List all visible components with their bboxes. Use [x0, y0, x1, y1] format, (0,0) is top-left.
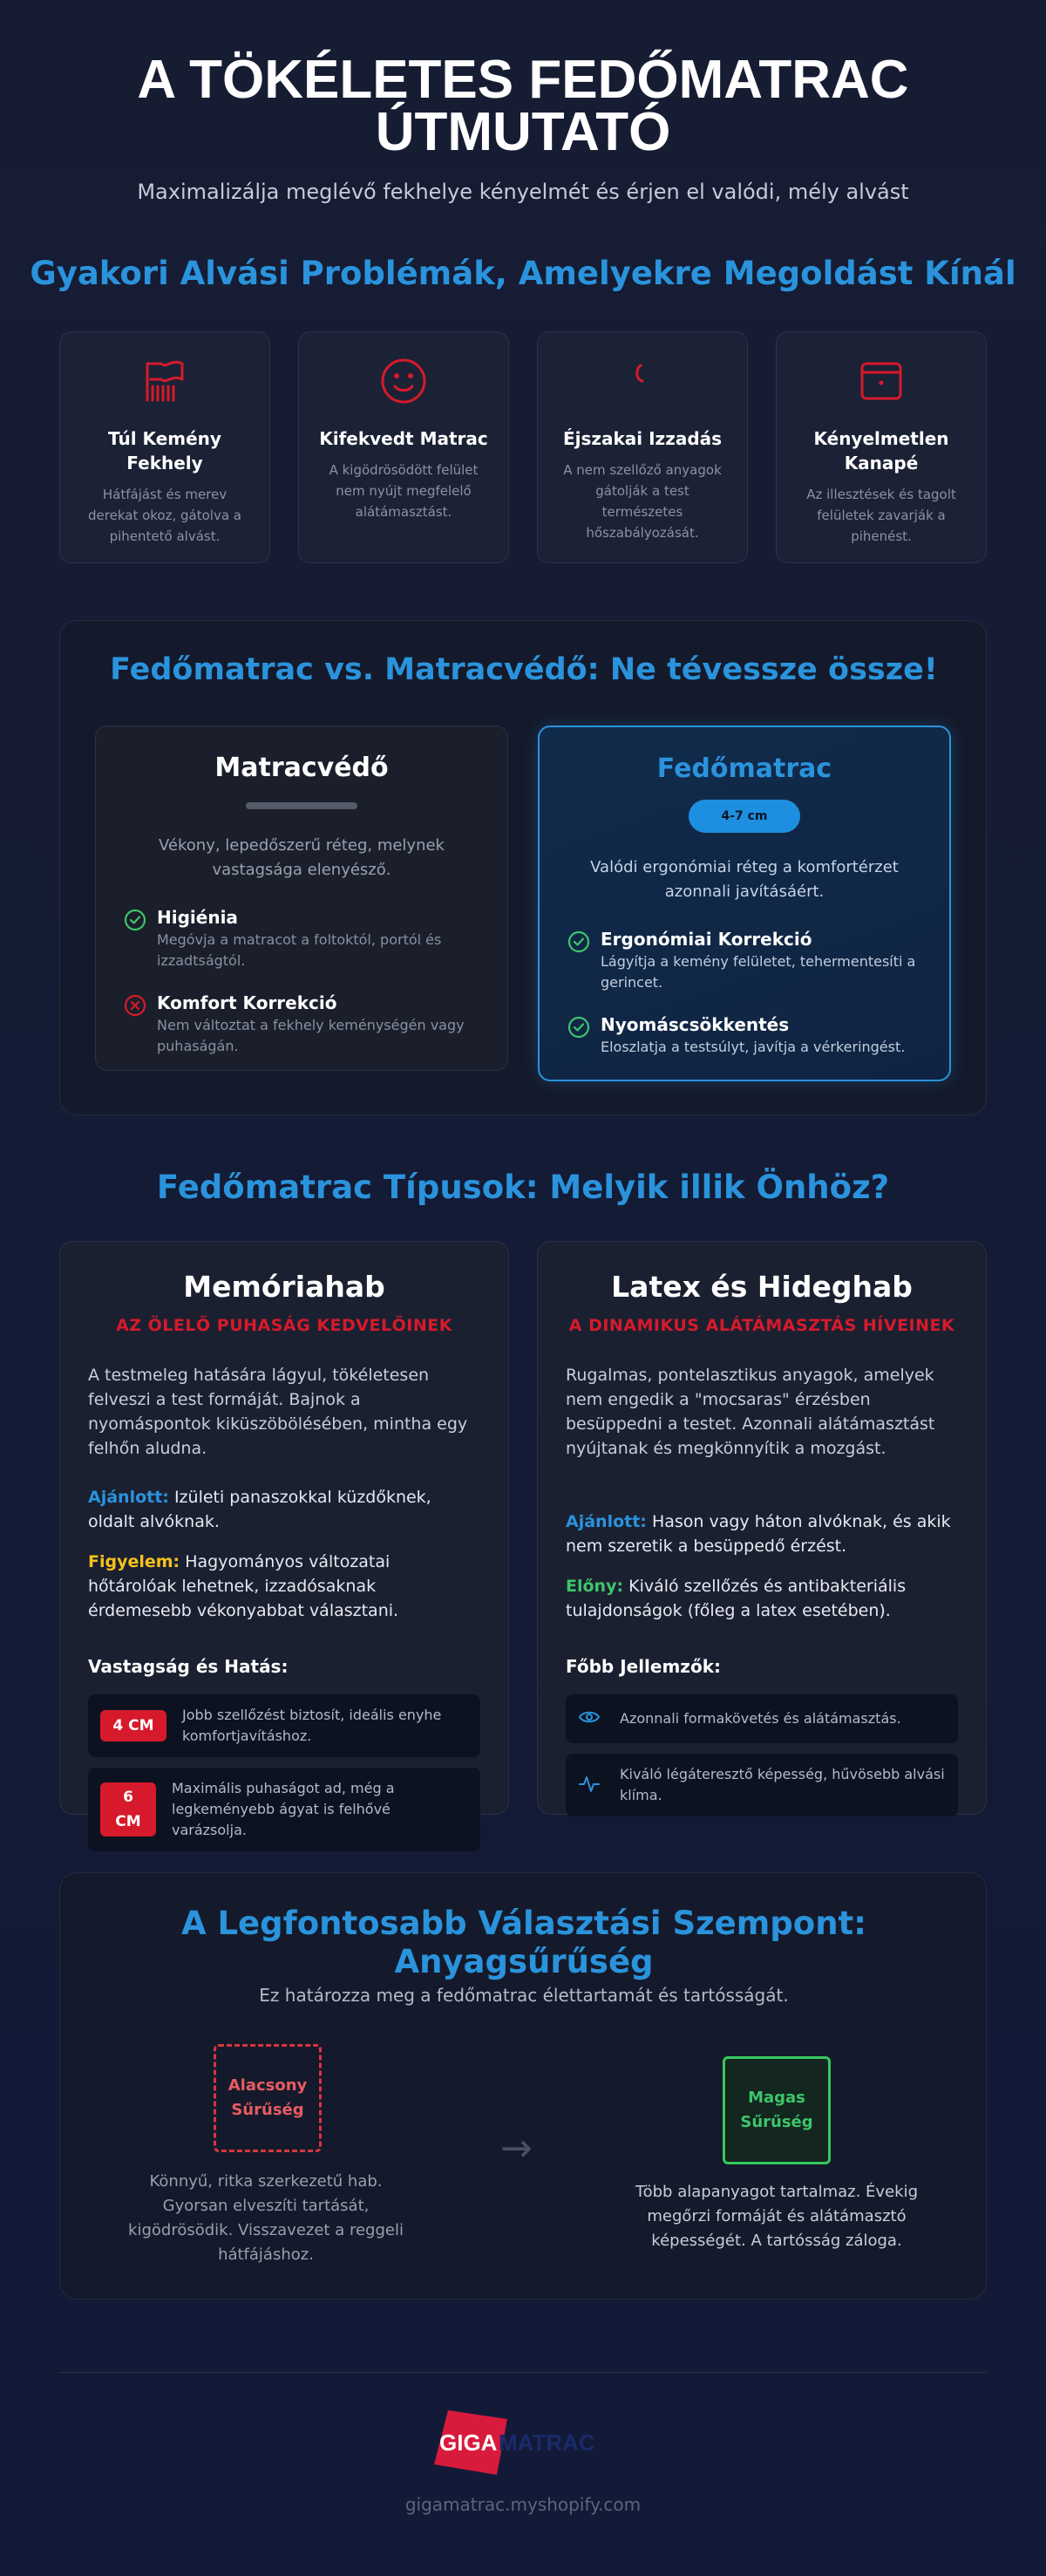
logo-text-matrac: MATRAC	[499, 2429, 595, 2456]
footer-divider	[59, 2372, 987, 2373]
problems-title: Gyakori Alvási Problémák, Amelyekre Megoldást Kínál	[30, 255, 1016, 292]
topper-card	[538, 726, 951, 1081]
thickness-badge: 4-7 cm	[689, 800, 800, 833]
logo-text-giga: GIGA	[439, 2429, 498, 2456]
warning-label: Figyelem:	[88, 1552, 180, 1571]
advantage-text: Kiváló szellőzés és antibakteriális tulajdonságok (főleg a latex esetében).	[566, 1577, 907, 1620]
latex-desc: Rugalmas, pontelasztikus anyagok, amelyek nem engedik a "mocsaras" érzésben besüppedni a testet. Azonnali alátámasztást nyújtanak és megkönnyítik a mozgást.	[566, 1366, 935, 1458]
density-section	[59, 1872, 987, 2300]
thickness-row	[88, 1694, 480, 1757]
feature-text: Kiváló légáteresztő képesség, hűvösebb alvási klíma.	[620, 1766, 945, 1803]
badge-number: 6	[123, 1789, 133, 1806]
feature-title: Ergonómiai Korrekció	[601, 929, 812, 950]
problem-card	[298, 331, 509, 563]
cross-icon	[124, 992, 150, 1057]
feature-title: Komfort Korrekció	[157, 992, 337, 1013]
recommend-text: Hason vagy háton alvóknak, és akik nem szeretik a besüppedő érzést.	[566, 1512, 951, 1556]
high-density-box	[723, 2056, 831, 2164]
feature-item	[124, 907, 479, 971]
topper-desc: Valódi ergonómiai réteg a komfortérzet azonnali javításáért.	[590, 858, 899, 901]
feature-row	[566, 1754, 958, 1816]
low-density-box	[214, 2044, 322, 2152]
types-title: Fedőmatrac Típusok: Melyik illik Önhöz?	[156, 1169, 890, 1206]
features-heading: Főbb Jellemzők:	[566, 1656, 721, 1677]
smile-icon	[316, 355, 491, 407]
page-subtitle: Maximalizálja meglévő fekhelye kényelmét és érjen el valódi, mély alvást	[137, 180, 909, 204]
protector-title: Matracvédő	[214, 753, 389, 783]
thickness-badge: 4 CM	[100, 1710, 166, 1741]
problem-title: Kifekvedt Matrac	[319, 428, 488, 449]
high-density-label: Magas	[748, 2089, 805, 2107]
moon-icon	[555, 355, 730, 407]
topper-title: Fedőmatrac	[656, 753, 832, 784]
problem-title: Túl Kemény Fekhely	[108, 428, 221, 474]
low-density-desc: Könnyű, ritka szerkezetű hab. Gyorsan elveszíti tartását, kigödrösödik. Visszavezet a reggeli hátfájáshoz.	[128, 2172, 404, 2264]
problem-desc: Hátfájást és merev derekat okoz, gátolva a pihentető alvást.	[88, 487, 241, 544]
page-title: A TÖKÉLETES FEDŐMATRAC ÚTMUTATÓ	[137, 50, 909, 162]
memory-recommend	[88, 1485, 480, 1534]
check-icon	[567, 1014, 594, 1058]
comparison-section	[59, 620, 987, 1115]
feature-desc: Megóvja a matracot a foltoktól, portól és izzadtságtól.	[157, 931, 442, 969]
feature-text: Azonnali formakövetés és alátámasztás.	[620, 1710, 901, 1727]
problem-desc: A nem szellőző anyagok gátolják a test természetes hőszabályozását.	[563, 462, 722, 541]
memory-title: Memóriahab	[183, 1270, 385, 1304]
check-icon	[124, 907, 150, 971]
recommend-label: Ajánlott:	[566, 1512, 647, 1531]
latex-advantage	[566, 1574, 958, 1623]
recommend-label: Ajánlott:	[88, 1488, 169, 1507]
problem-card	[59, 331, 270, 563]
feature-item	[124, 992, 479, 1057]
recommend-text: Izületi panaszokkal küzdőknek, oldalt alvóknak.	[88, 1488, 431, 1531]
low-density-label-2: Sűrűség	[231, 2101, 304, 2119]
thickness-text: Jobb szellőzést biztosít, ideális enyhe komfortjavításhoz.	[182, 1707, 442, 1744]
problem-desc: Az illesztések és tagolt felületek zavarják a pihenést.	[806, 487, 956, 544]
problem-card	[537, 331, 748, 563]
feature-row	[566, 1694, 958, 1743]
latex-title: Latex és Hideghab	[611, 1270, 913, 1304]
problem-title: Éjszakai Izzadás	[562, 428, 723, 449]
feature-item	[567, 1014, 921, 1058]
problem-title: Kényelmetlen Kanapé	[813, 428, 949, 474]
brand-logo[interactable]	[424, 2407, 622, 2477]
hero	[0, 50, 1046, 204]
thickness-heading: Vastagság és Hatás:	[88, 1656, 289, 1677]
feature-desc: Nem változtat a fekhely keménységén vagy puhaságán.	[157, 1017, 465, 1054]
warning-text: Hagyományos változatai hőtárolóak lehetnek, izzadósaknak érdemesebb vékonyabbat választani.	[88, 1552, 399, 1620]
footer-url[interactable]: gigamatrac.myshopify.com	[404, 2494, 642, 2515]
density-subtitle: Ez határozza meg a fedőmatrac élettartamát és tartósságát.	[259, 1985, 789, 2006]
latex-recommend	[566, 1509, 958, 1558]
sofa-icon	[794, 355, 968, 407]
thickness-badge	[100, 1782, 156, 1837]
latex-subtitle: A DINAMIKUS ALÁTÁMASZTÁS HÍVEINEK	[568, 1316, 955, 1335]
latex-card	[537, 1241, 987, 1815]
feature-title: Higiénia	[157, 907, 238, 928]
high-density-label-2: Sűrűség	[740, 2113, 813, 2131]
problem-card	[776, 331, 987, 563]
comparison-title: Fedőmatrac vs. Matracvédő: Ne tévessze össze!	[110, 652, 938, 687]
memory-warning	[88, 1550, 480, 1623]
problem-desc: A kigödrösödött felület nem nyújt megfelelő alátámasztást.	[329, 462, 479, 520]
feature-item	[567, 929, 921, 993]
arrow-right-icon: →	[500, 2126, 533, 2171]
protector-desc: Vékony, lepedőszerű réteg, melynek vastagsága elenyésző.	[159, 836, 445, 879]
problems-grid	[59, 331, 987, 563]
hard-surface-icon	[78, 355, 252, 407]
memory-desc: A testmeleg hatására lágyul, tökéletesen felveszi a test formáját. Bajnok a nyomáspontok kiküszöbölésében, mintha egy felhőn aludna.	[88, 1366, 468, 1458]
badge-unit: CM	[115, 1813, 141, 1830]
thickness-text: Maximális puhaságot ad, még a legkeményebb ágyat is felhővé varázsolja.	[172, 1780, 395, 1838]
pulse-icon	[578, 1772, 604, 1798]
check-icon	[567, 929, 594, 993]
advantage-label: Előny:	[566, 1577, 624, 1596]
memory-foam-card	[59, 1241, 509, 1838]
thin-layer-bar	[246, 802, 357, 809]
feature-desc: Lágyítja a kemény felületet, tehermentesíti a gerincet.	[601, 953, 916, 991]
eye-icon	[578, 1706, 604, 1732]
thickness-row	[88, 1768, 480, 1851]
density-title: A Legfontosabb Választási Szempont: Anyagsűrűség	[180, 1905, 867, 1980]
feature-title: Nyomáscsökkentés	[601, 1014, 790, 1035]
protector-card	[95, 726, 508, 1071]
feature-desc: Eloszlatja a testsúlyt, javítja a vérkeringést.	[601, 1039, 906, 1055]
high-density-desc: Több alapanyagot tartalmaz. Évekig megőrzi formáját és alátámasztó képességét. A tartósság záloga.	[635, 2183, 919, 2250]
memory-subtitle: AZ ÖLELŐ PUHASÁG KEDVELŐINEK	[116, 1316, 452, 1335]
low-density-label: Alacsony	[228, 2076, 308, 2095]
